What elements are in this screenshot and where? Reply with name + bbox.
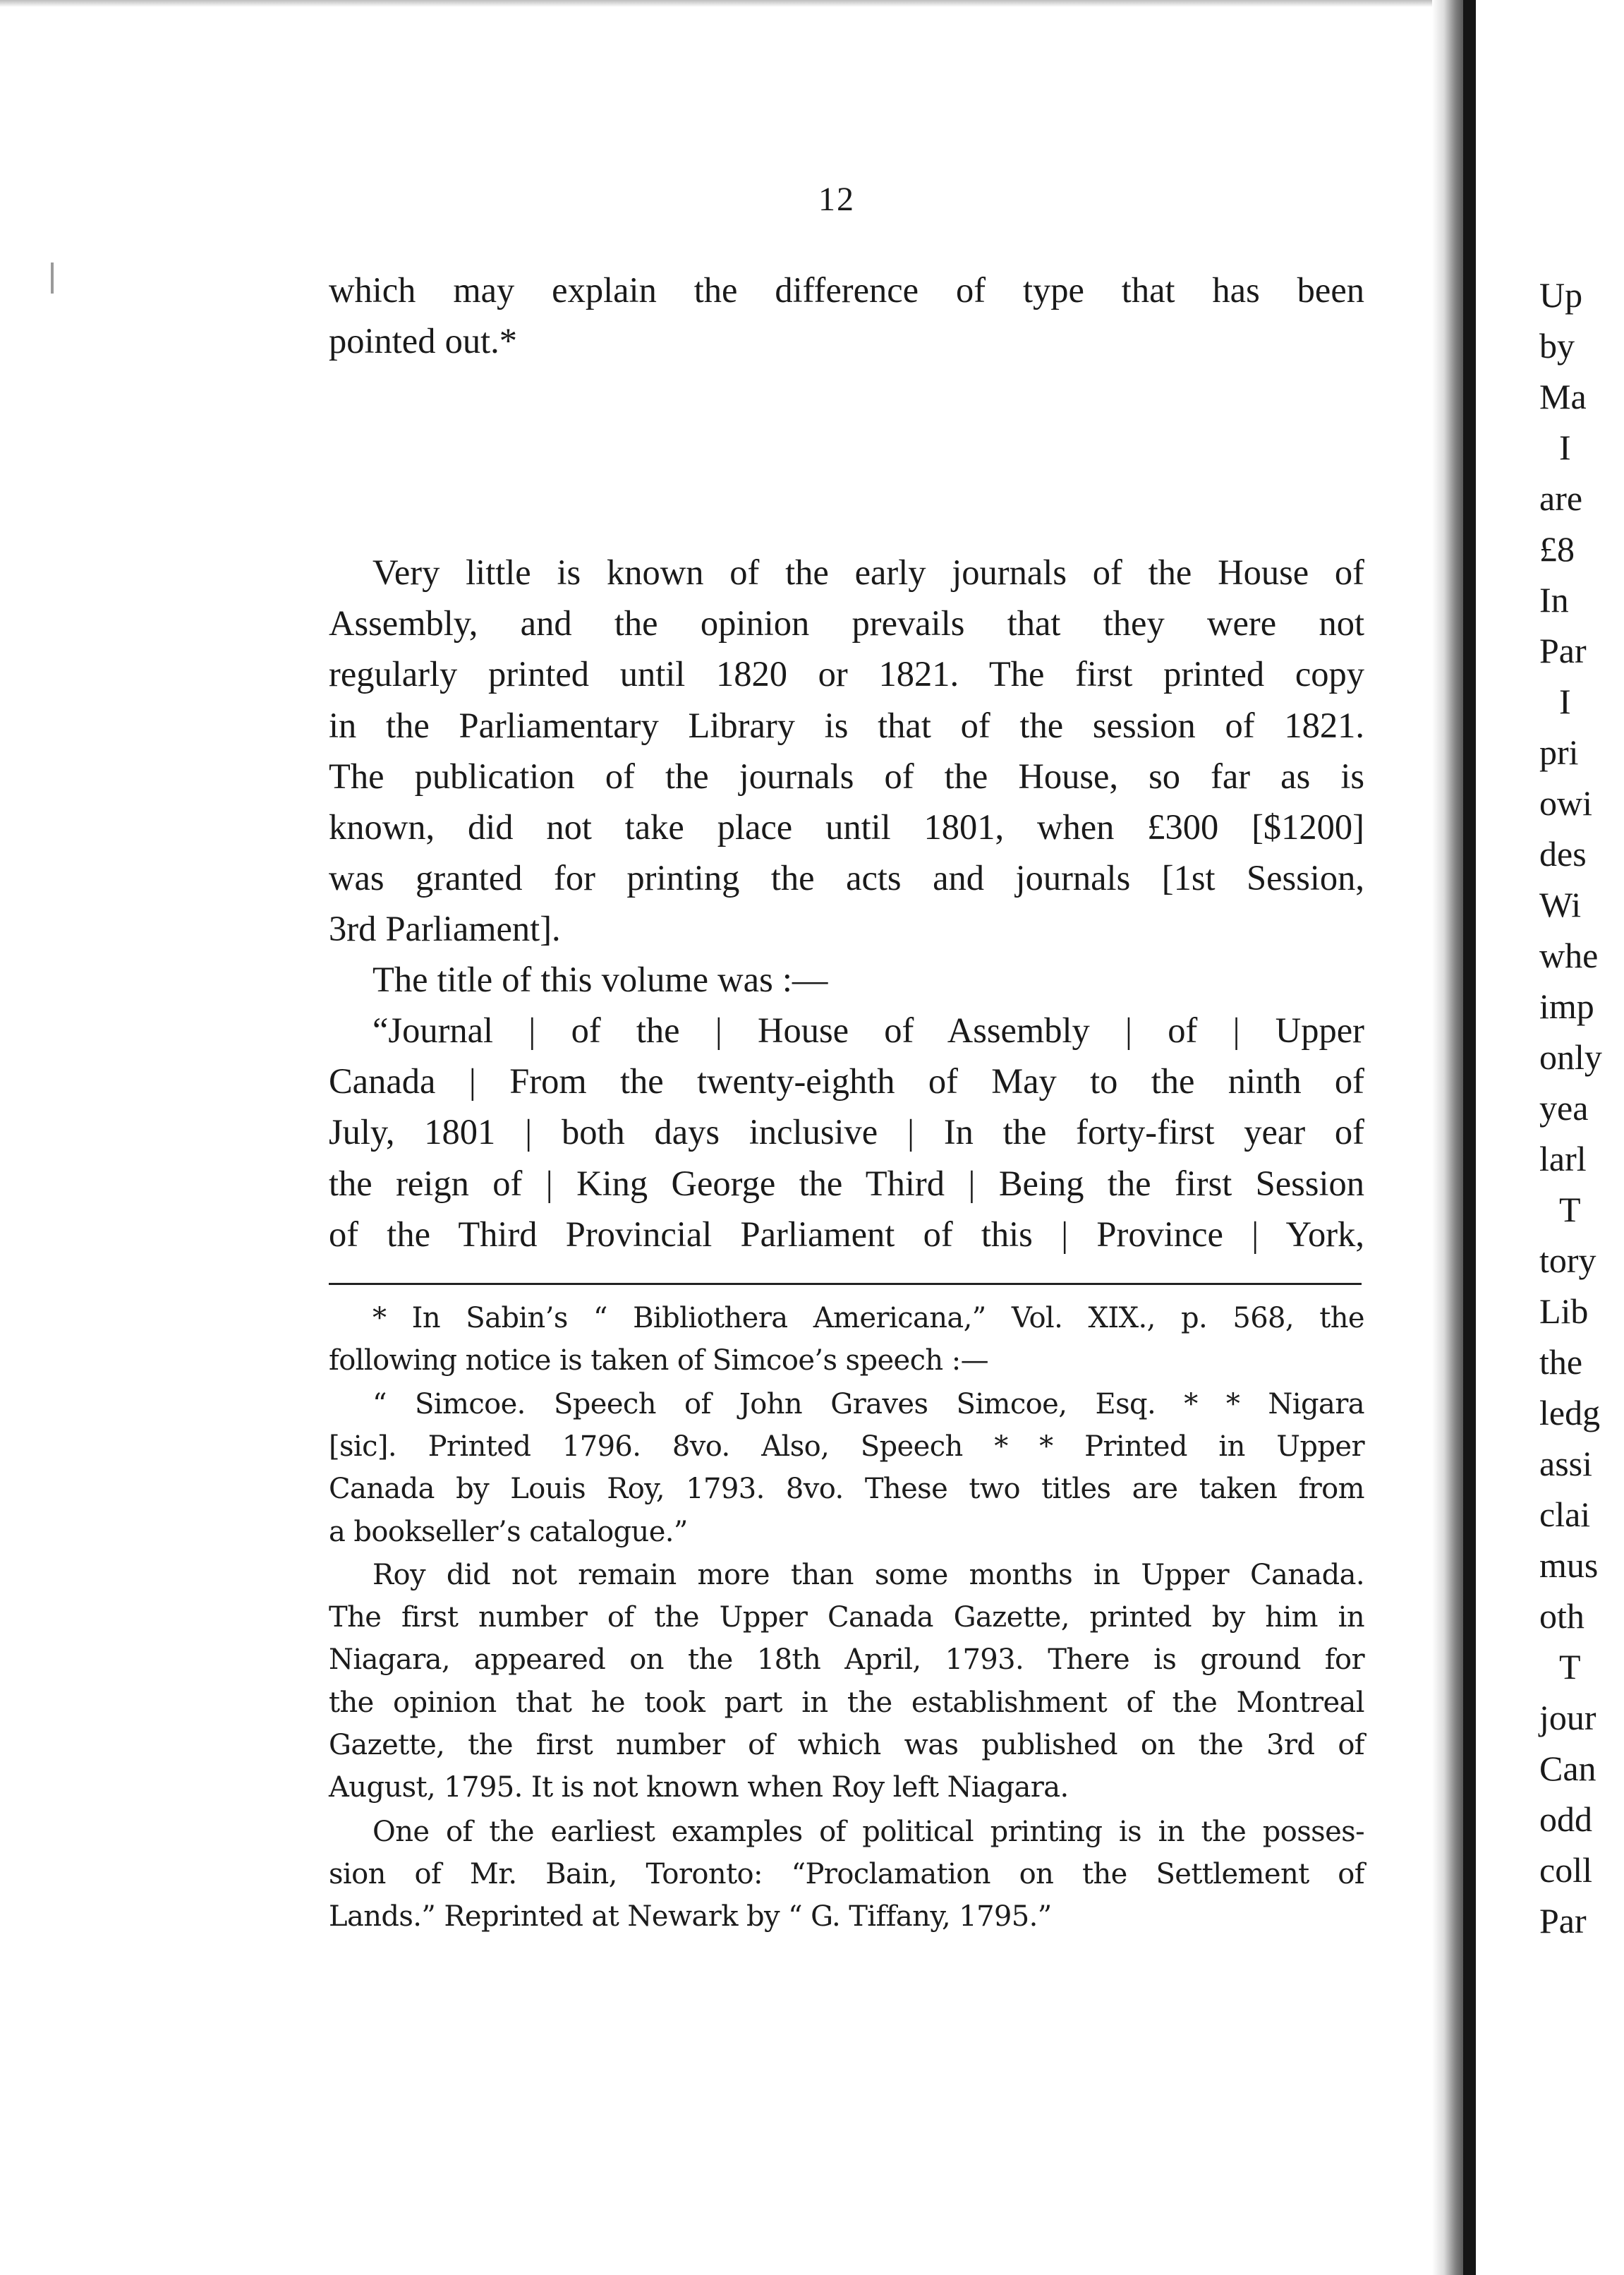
text-line: The title of this volume was :— — [372, 960, 828, 999]
facing-fragment-line: pri — [1539, 732, 1579, 772]
paragraph-title-intro — [329, 954, 1364, 1005]
facing-fragment-line: I — [1559, 428, 1571, 467]
facing-fragment-line: larl — [1539, 1139, 1587, 1178]
facing-fragment-line: coll — [1539, 1850, 1592, 1890]
facing-fragment-line: In — [1539, 580, 1569, 620]
scan-speck — [51, 262, 54, 294]
paragraph-volume-title — [329, 1005, 1364, 1260]
footnote-divider — [329, 1283, 1362, 1285]
footnote-line: Gazette, the first number of which was published on the 3rd of — [329, 1728, 1364, 1761]
text-line: the reign of | King George the Third | Being the first Session — [329, 1163, 1364, 1203]
facing-fragment-line: Can — [1539, 1749, 1596, 1788]
text-line: known, did not take place until 1801, when £300 [$1200] — [329, 807, 1364, 847]
text-line: pointed out.* — [329, 321, 518, 361]
facing-fragment-line: imp — [1539, 986, 1594, 1026]
book-gutter-shadow — [1432, 0, 1466, 2275]
book-gutter — [1463, 0, 1476, 2275]
scan-top-edge — [0, 0, 1460, 7]
text-line: Canada | From the twenty-eighth of May to the ninth of — [329, 1061, 1364, 1102]
facing-fragment-line: T — [1559, 1647, 1581, 1686]
facing-fragment-line: mus — [1539, 1545, 1599, 1585]
footnote-line: “ Simcoe. Speech of John Graves Simcoe, Esq. * * Nigara — [372, 1388, 1364, 1420]
facing-fragment-line: des — [1539, 834, 1587, 874]
facing-fragment-line: Lib — [1539, 1291, 1589, 1331]
facing-fragment-line: are — [1539, 478, 1583, 518]
facing-fragment-line: odd — [1539, 1799, 1592, 1839]
footnote-line: August, 1795. It is not known when Roy left Niagara. — [329, 1770, 1069, 1804]
facing-fragment-line: oth — [1539, 1596, 1584, 1636]
facing-page-fragments — [1539, 270, 1624, 1946]
facing-fragment-line: Par — [1539, 631, 1587, 670]
facing-fragment-line: whe — [1539, 936, 1599, 975]
footnote-line: * In Sabin’s “ Bibliothera Americana,” Vol. XIX., p. 568, the — [372, 1302, 1364, 1334]
facing-fragment-line: yea — [1539, 1088, 1589, 1128]
footnote-roy — [329, 1554, 1364, 1809]
text-line: Assembly, and the opinion prevails that they were not — [329, 603, 1364, 644]
footnote-line: following notice is taken of Simcoe’s speech :— — [329, 1344, 988, 1377]
footnote-line: the opinion that he took part in the establishment of the Montreal — [329, 1686, 1364, 1719]
footnote-simcoe-quote — [329, 1383, 1364, 1553]
footnote-line: [sic]. Printed 1796. 8vo. Also, Speech * * Printed in Upper — [329, 1430, 1364, 1464]
facing-fragment-line: T — [1559, 1190, 1581, 1229]
footnote-line: a bookseller’s catalogue.” — [329, 1515, 688, 1548]
facing-fragment-line: I — [1559, 682, 1571, 721]
footnote-line: One of the earliest examples of political printing is in the posses- — [372, 1816, 1364, 1848]
footnote-line: sion of Mr. Bain, Toronto: “Proclamation on the Settlement of — [329, 1858, 1364, 1891]
footnote-line: Niagara, appeared on the 18th April, 1793. There is ground for — [329, 1643, 1364, 1677]
facing-fragment-line: Wi — [1539, 885, 1582, 924]
facing-fragment-line: Par — [1539, 1901, 1587, 1941]
footnote-line: Lands.” Reprinted at Newark by “ G. Tiffany, 1795.” — [329, 1900, 1052, 1933]
facing-fragment-line: the — [1539, 1342, 1583, 1382]
text-line: 3rd Parliament]. — [329, 909, 561, 949]
text-line: “Journal | of the | House of Assembly | of | Upper — [372, 1010, 1364, 1050]
facing-fragment-line: clai — [1539, 1495, 1591, 1534]
facing-fragment-line: Up — [1539, 275, 1583, 315]
text-line: July, 1801 | both days inclusive | In the forty-first year of — [329, 1112, 1364, 1152]
facing-fragment-line: Ma — [1539, 377, 1587, 416]
footnote-line: Roy did not remain more than some months in Upper Canada. — [372, 1559, 1364, 1591]
text-line: which may explain the difference of type that has been — [329, 270, 1364, 310]
facing-fragment-line: £8 — [1539, 529, 1575, 569]
facing-fragment-line: by — [1539, 326, 1575, 366]
facing-fragment-line: tory — [1539, 1241, 1596, 1280]
page-number: 12 — [818, 181, 855, 218]
facing-fragment-line: only — [1539, 1037, 1602, 1077]
text-line: of the Third Provincial Parliament of this | Province | York, — [329, 1214, 1364, 1254]
footnote-bain — [329, 1811, 1364, 1938]
facing-fragment-line: jour — [1539, 1698, 1596, 1737]
footnote-sabin — [329, 1297, 1364, 1382]
paragraph-continued — [329, 265, 1364, 366]
facing-fragment-line: assi — [1539, 1444, 1592, 1483]
footnote-line: Canada by Louis Roy, 1793. 8vo. These two titles are taken from — [329, 1473, 1364, 1506]
paragraph-early-journals — [329, 547, 1364, 955]
facing-fragment-line: owi — [1539, 783, 1592, 823]
text-line: in the Parliamentary Library is that of the session of 1821. — [329, 705, 1364, 745]
text-line: was granted for printing the acts and journals [1st Session, — [329, 858, 1364, 898]
text-line: Very little is known of the early journals of the House of — [372, 553, 1364, 592]
facing-fragment-line: ledg — [1539, 1393, 1601, 1432]
text-line: The publication of the journals of the House, so far as is — [329, 756, 1364, 796]
text-line: regularly printed until 1820 or 1821. The first printed copy — [329, 654, 1364, 694]
footnote-line: The first number of the Upper Canada Gazette, printed by him in — [329, 1601, 1364, 1634]
